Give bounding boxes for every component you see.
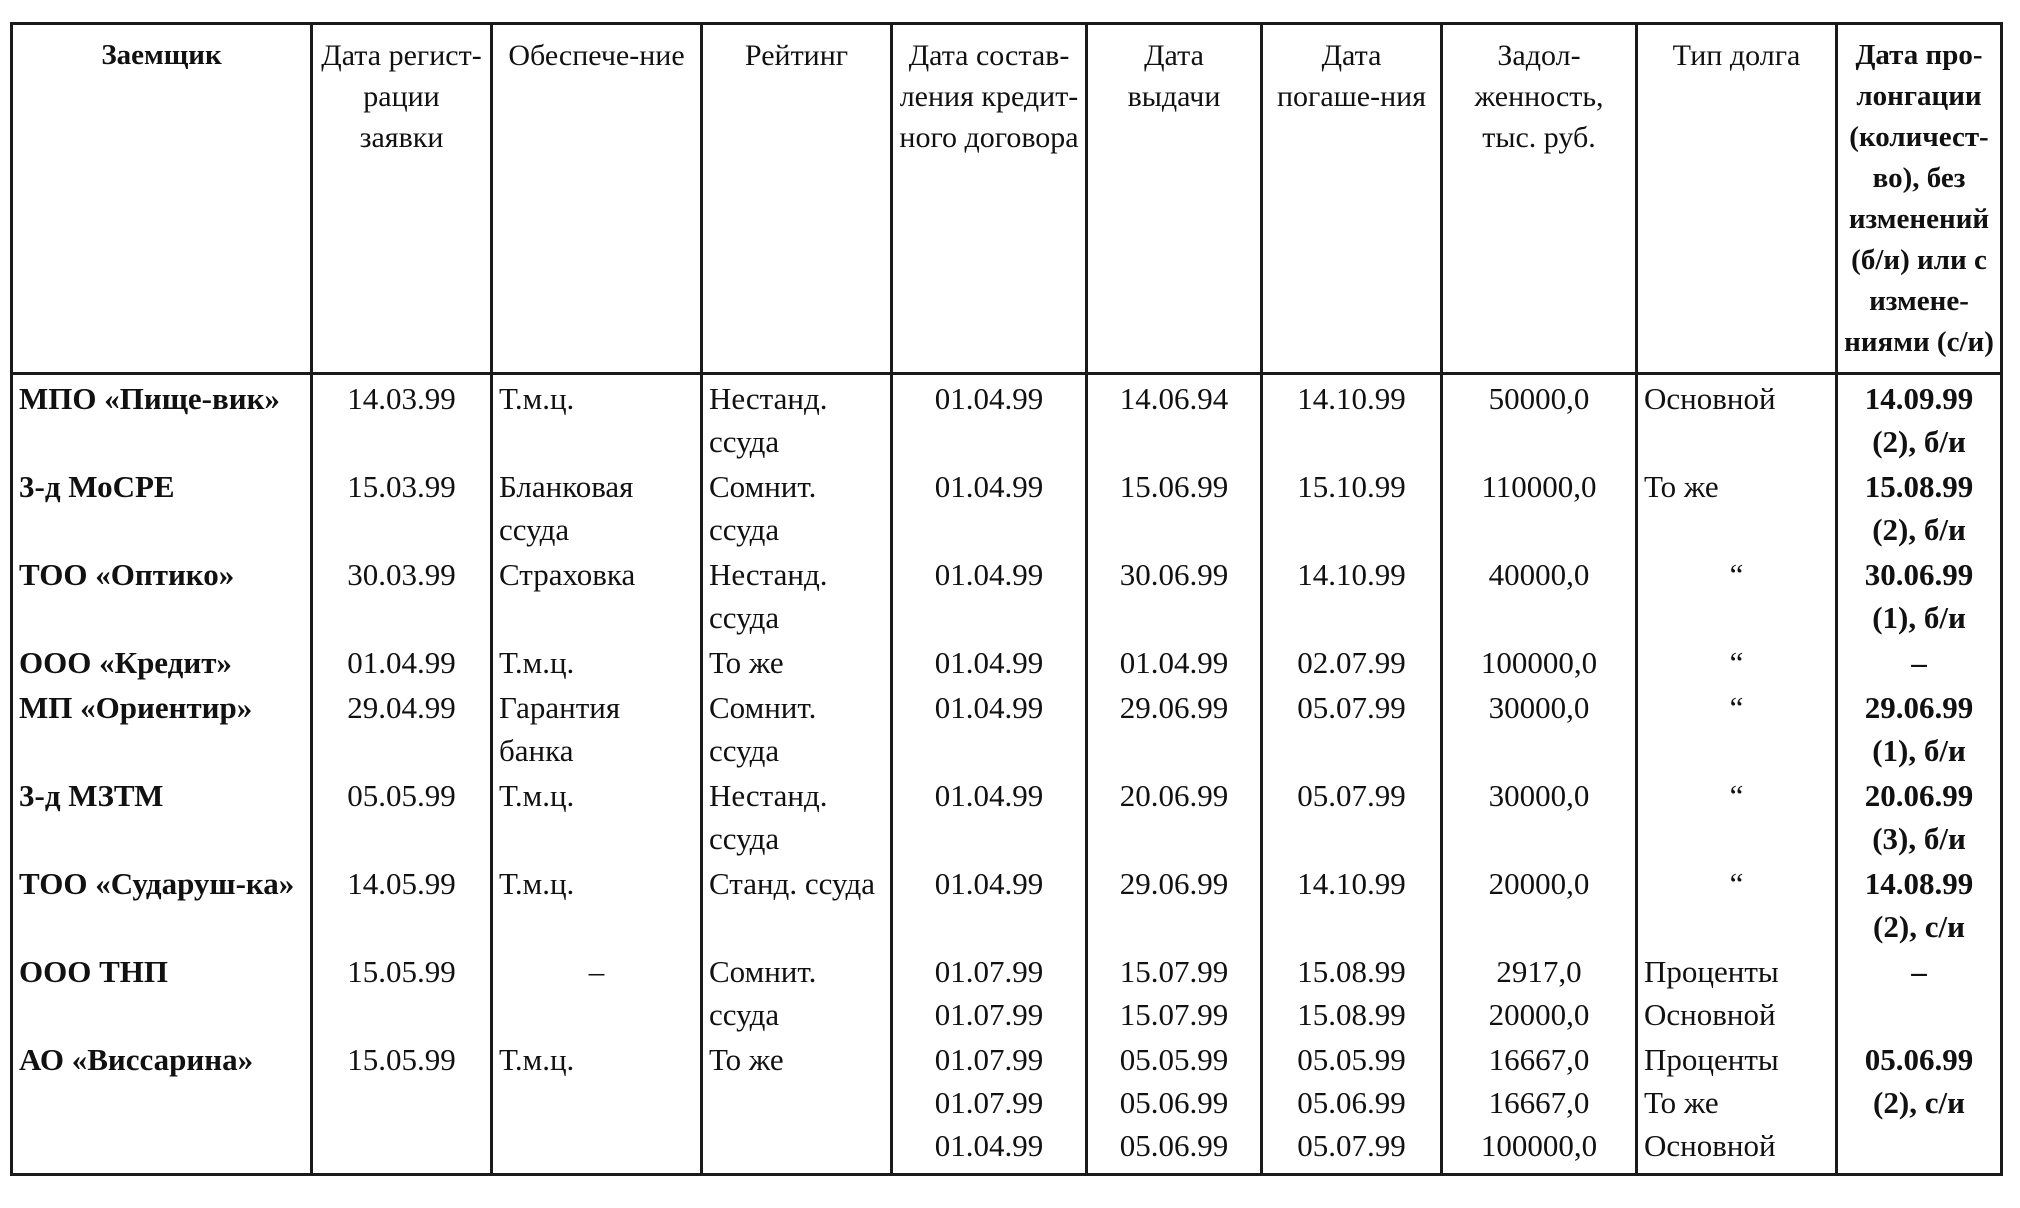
rating-cell-text: Сомнит. ссуда [709,469,817,547]
collateral-cell [492,860,702,948]
rating-cell-text: Сомнит. ссуда [709,954,817,1032]
debt-type-cell-line: “ [1729,778,1744,813]
contract-date-cell-line: 01.07.99 [934,1085,1044,1120]
registration-date-cell-text: 30.03.99 [347,557,456,592]
repayment-date-cell-line: 05.07.99 [1297,690,1406,725]
table-row [12,772,2002,860]
registration-date-cell-text: 01.04.99 [347,645,456,680]
repayment-date-cell [1262,860,1442,948]
registration-date-cell-text: 15.05.99 [347,954,456,989]
issue-date-cell [1087,1036,1262,1175]
borrower-cell [12,860,312,948]
debt-type-cell [1637,948,1837,1036]
rating-cell-text: Нестанд. ссуда [709,381,828,459]
repayment-date-cell-line: 02.07.99 [1297,645,1406,680]
registration-date-cell [312,551,492,639]
debt-type-cell-line: “ [1729,557,1744,592]
registration-date-cell [312,948,492,1036]
table-row [12,948,2002,1036]
registration-date-cell-text: 14.05.99 [347,866,456,901]
prolongation-cell [1837,639,2002,684]
borrower-cell-text: ТОО «Оптико» [19,557,235,592]
debt-amount-cell-line: 50000,0 [1488,381,1590,416]
repayment-date-cell-line: 14.10.99 [1297,866,1406,901]
column-header-registration-date: Дата регист-рации заявки [312,24,492,374]
debt-type-cell-line: То же [1644,1085,1719,1120]
rating-cell [702,551,892,639]
prolongation-cell-text: 15.08.99 (2), б/и [1864,469,1974,547]
repayment-date-cell [1262,374,1442,464]
borrower-cell [12,639,312,684]
debt-type-cell-line: “ [1729,690,1744,725]
contract-date-cell [892,639,1087,684]
borrower-cell-text: 3-д МЗТМ [19,778,164,813]
rating-cell [702,772,892,860]
issue-date-cell [1087,948,1262,1036]
collateral-cell-text: Т.м.ц. [499,778,575,813]
debt-type-cell-line: Основной [1644,997,1776,1032]
debt-amount-cell-line: 100000,0 [1480,645,1598,680]
issue-date-cell-line: 05.06.99 [1119,1128,1229,1163]
contract-date-cell-line: 01.04.99 [934,645,1044,680]
repayment-date-cell [1262,772,1442,860]
issue-date-cell [1087,860,1262,948]
repayment-date-cell-line: 14.10.99 [1297,557,1406,592]
borrower-cell-text: МПО «Пище-вик» [19,381,280,416]
issue-date-cell-line: 15.07.99 [1119,954,1229,989]
issue-date-cell-line: 15.06.99 [1119,469,1229,504]
debt-type-cell [1637,551,1837,639]
registration-date-cell-text: 14.03.99 [347,381,456,416]
header-row [12,24,2002,374]
prolongation-cell [1837,860,2002,948]
issue-date-cell [1087,772,1262,860]
issue-date-cell-line: 20.06.99 [1119,778,1229,813]
rating-cell-text: Нестанд. ссуда [709,557,828,635]
column-header-debt: Задол-женность, тыс. руб. [1442,24,1637,374]
table-row [12,860,2002,948]
borrower-cell [12,1036,312,1175]
collateral-cell-text: Гарантия банка [499,690,621,768]
debt-amount-cell [1442,374,1637,464]
issue-date-cell-line: 29.06.99 [1119,866,1229,901]
debt-amount-cell [1442,860,1637,948]
debt-amount-cell [1442,772,1637,860]
registration-date-cell-text: 29.04.99 [347,690,456,725]
prolongation-cell-text: 30.06.99 (1), б/и [1864,557,1974,635]
collateral-cell [492,463,702,551]
debt-type-cell [1637,860,1837,948]
rating-cell-text: То же [709,645,784,680]
debt-type-cell-line: Основной [1644,381,1776,416]
collateral-cell-text: Т.м.ц. [499,866,575,901]
debt-amount-cell [1442,551,1637,639]
registration-date-cell-text: 15.05.99 [347,1042,456,1077]
borrower-cell [12,374,312,464]
contract-date-cell-line: 01.07.99 [934,997,1044,1032]
collateral-cell-text: Бланковая ссуда [499,469,634,547]
collateral-cell-text: – [588,954,605,989]
debt-amount-cell-line: 110000,0 [1481,469,1597,504]
debt-amount-cell-line: 16667,0 [1488,1042,1590,1077]
debt-amount-cell [1442,948,1637,1036]
registration-date-cell-text: 15.03.99 [347,469,456,504]
table-row [12,684,2002,772]
debt-type-cell-line: Проценты [1644,1042,1779,1077]
prolongation-cell-text: 14.09.99 (2), б/и [1864,381,1974,459]
issue-date-cell-line: 05.05.99 [1119,1042,1229,1077]
registration-date-cell [312,463,492,551]
contract-date-cell [892,374,1087,464]
collateral-cell [492,772,702,860]
repayment-date-cell-line: 14.10.99 [1297,381,1406,416]
rating-cell [702,684,892,772]
repayment-date-cell-line: 05.07.99 [1297,778,1406,813]
rating-cell-text: То же [709,1042,784,1077]
prolongation-cell [1837,551,2002,639]
debt-type-cell-line: То же [1644,469,1719,504]
repayment-date-cell [1262,684,1442,772]
column-header-debt-type: Тип долга [1637,24,1837,374]
contract-date-cell-line: 01.04.99 [934,690,1044,725]
borrower-cell [12,551,312,639]
column-header-borrower: Заемщик [12,24,312,374]
rating-cell [702,374,892,464]
loan-register-table [10,22,2003,1176]
table-row [12,639,2002,684]
contract-date-cell-line: 01.04.99 [934,557,1044,592]
debt-amount-cell-line: 2917,0 [1496,954,1582,989]
issue-date-cell-line: 15.07.99 [1119,997,1229,1032]
prolongation-cell-text: 20.06.99 (3), б/и [1864,778,1974,856]
issue-date-cell-line: 29.06.99 [1119,690,1229,725]
issue-date-cell [1087,639,1262,684]
rating-cell [702,948,892,1036]
repayment-date-cell [1262,463,1442,551]
debt-amount-cell-line: 20000,0 [1488,866,1590,901]
contract-date-cell-line: 01.07.99 [934,954,1044,989]
contract-date-cell [892,551,1087,639]
prolongation-cell [1837,374,2002,464]
prolongation-cell [1837,948,2002,1036]
contract-date-cell [892,772,1087,860]
collateral-cell [492,374,702,464]
table-row [12,463,2002,551]
contract-date-cell [892,684,1087,772]
issue-date-cell [1087,374,1262,464]
repayment-date-cell [1262,948,1442,1036]
debt-type-cell [1637,1036,1837,1175]
borrower-cell [12,463,312,551]
contract-date-cell [892,948,1087,1036]
issue-date-cell [1087,551,1262,639]
issue-date-cell-line: 14.06.94 [1119,381,1229,416]
repayment-date-cell [1262,551,1442,639]
column-header-contract-date: Дата состав-ления кредит-ного договора [892,24,1087,374]
borrower-cell-text: АО «Виссарина» [19,1042,254,1077]
debt-amount-cell [1442,639,1637,684]
debt-type-cell [1637,639,1837,684]
repayment-date-cell-line: 05.07.99 [1297,1128,1406,1163]
prolongation-cell-text: 29.06.99 (1), б/и [1864,690,1974,768]
collateral-cell-text: Т.м.ц. [499,381,575,416]
registration-date-cell [312,860,492,948]
contract-date-cell [892,1036,1087,1175]
registration-date-cell [312,374,492,464]
debt-type-cell-line: “ [1729,866,1744,901]
column-header-issue-date: Дата выдачи [1087,24,1262,374]
collateral-cell [492,1036,702,1175]
issue-date-cell-line: 30.06.99 [1119,557,1229,592]
registration-date-cell [312,684,492,772]
collateral-cell [492,684,702,772]
column-header-collateral: Обеспече-ние [492,24,702,374]
debt-amount-cell [1442,1036,1637,1175]
issue-date-cell [1087,463,1262,551]
registration-date-cell [312,639,492,684]
repayment-date-cell-line: 15.08.99 [1297,997,1406,1032]
rating-cell [702,463,892,551]
table-row [12,551,2002,639]
prolongation-cell-text: – [1911,645,1927,680]
prolongation-cell [1837,684,2002,772]
repayment-date-cell [1262,639,1442,684]
registration-date-cell [312,772,492,860]
debt-amount-cell-line: 100000,0 [1480,1128,1598,1163]
borrower-cell-text: ООО ТНП [19,954,168,989]
rating-cell [702,639,892,684]
collateral-cell-text: Т.м.ц. [499,1042,575,1077]
debt-type-cell-line: Основной [1644,1128,1776,1163]
prolongation-cell-text: 05.06.99 (2), с/и [1864,1042,1974,1120]
repayment-date-cell-line: 15.08.99 [1297,954,1406,989]
prolongation-cell [1837,1036,2002,1175]
collateral-cell [492,639,702,684]
debt-amount-cell-line: 40000,0 [1488,557,1590,592]
rating-cell-text: Станд. ссуда [709,866,876,901]
column-header-rating: Рейтинг [702,24,892,374]
contract-date-cell-line: 01.07.99 [934,1042,1044,1077]
borrower-cell-text: 3-д МоСРЕ [19,469,175,504]
collateral-cell-text: Т.м.ц. [499,645,575,680]
collateral-cell-text: Страховка [499,557,636,592]
contract-date-cell-line: 01.04.99 [934,381,1044,416]
contract-date-cell [892,463,1087,551]
repayment-date-cell-line: 05.06.99 [1297,1085,1406,1120]
borrower-cell [12,684,312,772]
debt-type-cell [1637,463,1837,551]
column-header-prolongation: Дата про-лонгации (количест-во), без изменений (б/и) или с измене-ниями (с/и) [1837,24,2002,374]
borrower-cell-text: ТОО «Сударуш-ка» [19,866,295,901]
debt-amount-cell-line: 30000,0 [1488,690,1590,725]
debt-type-cell [1637,684,1837,772]
contract-date-cell-line: 01.04.99 [934,866,1044,901]
debt-type-cell-line: “ [1729,645,1744,680]
debt-amount-cell [1442,463,1637,551]
repayment-date-cell-line: 05.05.99 [1297,1042,1406,1077]
rating-cell [702,860,892,948]
prolongation-cell [1837,463,2002,551]
debt-type-cell [1637,772,1837,860]
column-header-repayment-date: Дата погаше-ния [1262,24,1442,374]
debt-amount-cell-line: 16667,0 [1488,1085,1590,1120]
debt-amount-cell-line: 30000,0 [1488,778,1590,813]
issue-date-cell-line: 05.06.99 [1119,1085,1229,1120]
borrower-cell-text: ООО «Кредит» [19,645,232,680]
contract-date-cell-line: 01.04.99 [934,778,1044,813]
issue-date-cell-line: 01.04.99 [1119,645,1229,680]
prolongation-cell-text: 14.08.99 (2), с/и [1864,866,1974,944]
borrower-cell [12,772,312,860]
prolongation-cell [1837,772,2002,860]
debt-amount-cell [1442,684,1637,772]
contract-date-cell-line: 01.04.99 [934,1128,1044,1163]
issue-date-cell [1087,684,1262,772]
table-row [12,374,2002,464]
contract-date-cell [892,860,1087,948]
collateral-cell [492,948,702,1036]
table-row [12,1036,2002,1175]
repayment-date-cell-line: 15.10.99 [1297,469,1406,504]
contract-date-cell-line: 01.04.99 [934,469,1044,504]
repayment-date-cell [1262,1036,1442,1175]
debt-type-cell [1637,374,1837,464]
prolongation-cell-text: – [1911,954,1927,989]
rating-cell [702,1036,892,1175]
debt-amount-cell-line: 20000,0 [1488,997,1590,1032]
rating-cell-text: Нестанд. ссуда [709,778,828,856]
registration-date-cell-text: 05.05.99 [347,778,456,813]
collateral-cell [492,551,702,639]
borrower-cell-text: МП «Ориентир» [19,690,253,725]
debt-type-cell-line: Проценты [1644,954,1779,989]
registration-date-cell [312,1036,492,1175]
rating-cell-text: Сомнит. ссуда [709,690,817,768]
borrower-cell [12,948,312,1036]
